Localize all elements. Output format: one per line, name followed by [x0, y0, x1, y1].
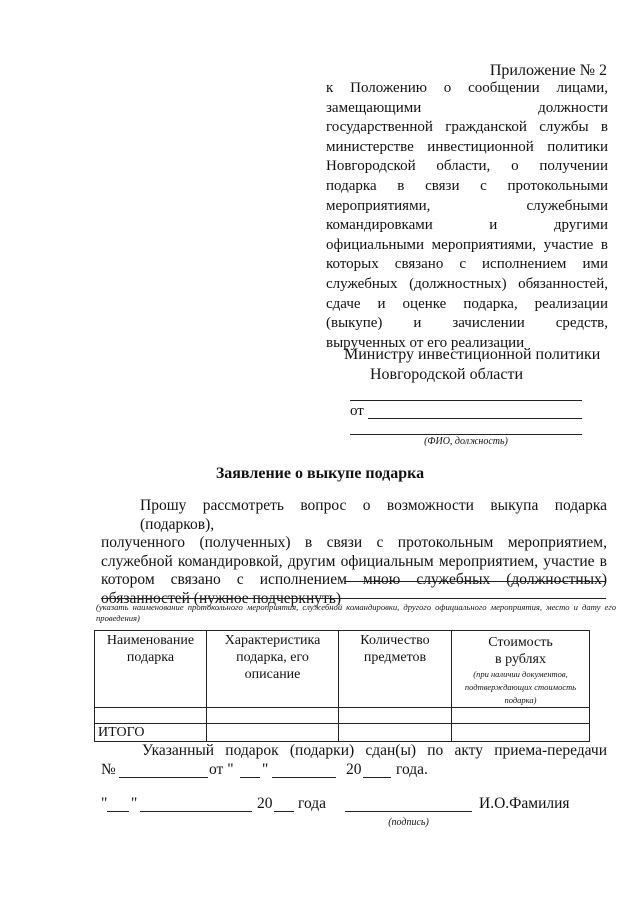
table-cell — [95, 708, 207, 724]
statement-line: Прошу рассмотреть вопрос о возможности выкупа подарка (подарков), — [140, 497, 607, 533]
statement-title: Заявление о выкупе подарка — [215, 465, 425, 482]
statement-line: котором связано с исполнением мною служебных (должностных) — [101, 571, 607, 588]
table-cell — [207, 724, 339, 742]
header-quantity — [339, 631, 452, 708]
table-cell — [452, 724, 590, 742]
header-name-text: Наименование подарка — [106, 633, 195, 665]
statement-line: обязанностей (нужное подчеркнуть) — [101, 589, 342, 607]
header-description-text: Характеристика подарка, его описание — [224, 633, 321, 682]
appendix-line: государственной гражданской службы в — [326, 119, 608, 136]
header-description — [207, 631, 339, 708]
signature-row — [101, 795, 581, 817]
sign-year-blank — [274, 811, 294, 812]
appendix-title: Приложение № 2 — [489, 62, 607, 79]
sign-quote-close: " — [131, 795, 138, 812]
signer-name: И.О.Фамилия — [479, 795, 570, 812]
sign-day-blank — [107, 811, 129, 812]
table-cell — [339, 708, 452, 724]
table-cell — [452, 708, 590, 724]
appendix-line: сдаче и оценке подарка, реализации — [326, 295, 608, 312]
appendix-line: подарка в связи с протокольными — [326, 177, 608, 194]
appendix-line: вырученных от его реализации — [326, 334, 525, 351]
handover-line1: Указанный подарок (подарки) сдан(ы) по акту приема-передачи — [142, 742, 607, 759]
gift-table — [94, 630, 590, 742]
table-cell — [339, 724, 452, 742]
appendix-line: министерстве инвестиционной политики — [326, 138, 608, 155]
act-year-prefix: 20 — [346, 761, 362, 778]
statement-body — [101, 497, 607, 608]
appendix-line: Новгородской области, о получении — [326, 158, 608, 175]
act-month-blank — [272, 777, 336, 778]
appendix-line: официальными мероприятиями, участие в — [326, 236, 608, 253]
statement-line: полученного (полученных) в связи с протокольным мероприятием, — [101, 534, 607, 551]
sign-year-prefix: 20 — [257, 795, 273, 812]
act-from-label: от " — [209, 761, 234, 778]
signature-caption: (подпись) — [388, 817, 429, 828]
act-number-blank — [119, 777, 208, 778]
appendix-line: замещающими должности — [326, 99, 608, 116]
addressee-line2: Новгородской области — [370, 366, 524, 383]
act-day-blank — [240, 777, 260, 778]
act-year-blank — [363, 777, 391, 778]
sign-year-suffix: года — [298, 795, 327, 812]
statement-blank-line — [344, 581, 606, 582]
fio-caption: (ФИО, должность) — [424, 436, 508, 447]
signature-blank — [345, 811, 472, 812]
event-hint: (указать наименование протокольного мероприятия, служебной командировки, другого официального мероприятия, место и дату его проведения) — [96, 602, 616, 623]
addressee-blank-line — [350, 400, 582, 401]
table-cell — [207, 708, 339, 724]
fio-blank-line — [350, 434, 582, 435]
act-number-label: № — [101, 761, 116, 778]
header-cost — [452, 631, 590, 708]
table-header-row — [95, 631, 590, 708]
total-label: ИТОГО — [95, 724, 207, 742]
addressee-line1: Министру инвестиционной политики — [344, 346, 601, 363]
act-quote-close: " — [262, 761, 269, 778]
appendix-line: мероприятиями, служебными — [326, 197, 608, 214]
event-blank-line — [101, 598, 606, 599]
header-cost-text: Стоимость в рублях — [488, 635, 553, 667]
header-name — [95, 631, 207, 708]
appendix-line: командировками и другими — [326, 217, 608, 234]
appendix-text — [326, 79, 608, 353]
appendix-line: к Положению о сообщении лицами, — [326, 80, 608, 96]
table-row — [95, 708, 590, 724]
header-cost-note: (при наличии документов, подтверждающих стоимость подарка) — [464, 669, 577, 705]
sign-quote-open: " — [101, 795, 108, 812]
appendix-line: (выкупе) и зачислении средств, — [326, 315, 608, 332]
statement-line: служебной командировкой, другим официальным мероприятием, участие в — [101, 552, 607, 570]
sign-month-blank — [140, 811, 252, 812]
act-year-suffix: года. — [396, 761, 428, 778]
appendix-line: которых связано с исполнением ими — [326, 256, 608, 273]
appendix-line: служебных (должностных) обязанностей, — [326, 275, 608, 292]
header-quantity-text: Количество предметов — [360, 633, 430, 665]
table-total-row — [95, 724, 590, 742]
handover-line2 — [101, 761, 501, 781]
from-label: от — [350, 403, 364, 419]
from-blank-line — [368, 418, 582, 419]
